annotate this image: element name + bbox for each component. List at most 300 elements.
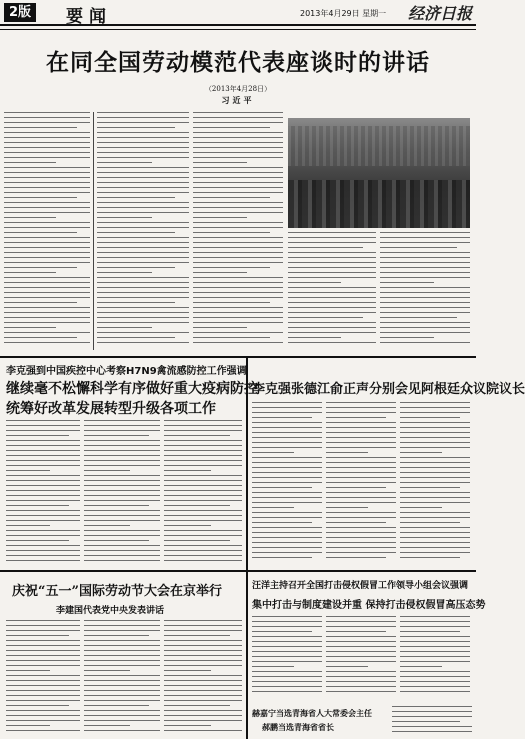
- story-4-body-col-1: [252, 616, 322, 700]
- body-text-line: [4, 247, 90, 248]
- body-text-line: [4, 217, 56, 218]
- body-text-line: [380, 302, 470, 303]
- body-text-line: [288, 252, 376, 253]
- body-text-line: [392, 731, 472, 732]
- story-4-kicker: 汪洋主持召开全国打击侵权假冒工作领导小组会议强调: [252, 581, 469, 591]
- body-text-line: [164, 665, 242, 666]
- body-text-line: [288, 282, 341, 283]
- body-text-line: [84, 715, 160, 716]
- body-text-line: [380, 262, 470, 263]
- story-2-body-col-3: [400, 402, 470, 566]
- masthead-rule: [0, 29, 476, 30]
- body-text-line: [326, 487, 386, 488]
- body-text-line: [400, 477, 470, 478]
- body-text-line: [6, 505, 69, 506]
- body-text-line: [288, 332, 376, 333]
- body-text-line: [164, 455, 242, 456]
- body-text-line: [164, 650, 242, 651]
- body-text-line: [6, 480, 80, 481]
- body-text-line: [164, 460, 242, 461]
- body-text-line: [4, 242, 90, 243]
- body-text-line: [400, 671, 470, 672]
- body-text-line: [400, 422, 470, 423]
- body-text-line: [252, 482, 322, 483]
- body-text-line: [4, 327, 56, 328]
- body-text-line: [4, 337, 77, 338]
- body-text-line: [326, 537, 396, 538]
- body-text-line: [400, 542, 470, 543]
- body-text-line: [6, 620, 80, 621]
- body-text-line: [400, 482, 470, 483]
- body-text-line: [84, 695, 160, 696]
- body-text-line: [326, 427, 396, 428]
- body-text-line: [193, 187, 283, 188]
- body-text-line: [84, 635, 149, 636]
- body-text-line: [193, 262, 283, 263]
- body-text-line: [84, 620, 160, 621]
- body-text-line: [400, 686, 470, 687]
- body-text-line: [288, 292, 376, 293]
- body-text-line: [4, 197, 77, 198]
- body-text-line: [84, 660, 160, 661]
- body-text-line: [4, 137, 90, 138]
- body-text-line: [4, 302, 77, 303]
- story-3-subhead: 李建国代表党中央发表讲话: [56, 606, 165, 616]
- body-text-line: [380, 252, 470, 253]
- body-text-line: [252, 547, 322, 548]
- body-text-line: [4, 317, 90, 318]
- story-1-headline-line-2: 统筹好改革发展转型升级各项工作: [6, 401, 216, 417]
- body-text-line: [326, 417, 386, 418]
- body-text-line: [326, 522, 386, 523]
- body-text-line: [97, 147, 189, 148]
- body-text-line: [164, 495, 242, 496]
- body-text-line: [288, 342, 376, 343]
- body-text-line: [6, 730, 80, 731]
- body-text-line: [380, 242, 470, 243]
- body-text-line: [4, 252, 90, 253]
- body-text-line: [97, 177, 189, 178]
- body-text-line: [400, 656, 470, 657]
- body-text-line: [4, 282, 90, 283]
- body-text-line: [252, 537, 322, 538]
- body-text-line: [288, 287, 376, 288]
- body-text-line: [400, 646, 470, 647]
- body-text-line: [400, 532, 470, 533]
- body-text-line: [380, 282, 434, 283]
- body-text-line: [252, 432, 322, 433]
- body-text-line: [84, 545, 160, 546]
- body-text-line: [400, 631, 460, 632]
- body-text-line: [6, 685, 80, 686]
- body-text-line: [326, 412, 396, 413]
- body-text-line: [164, 550, 242, 551]
- body-text-line: [4, 307, 90, 308]
- story-4-headline: 集中打击与制度建设并重 保持打击侵权假冒高压态势: [252, 600, 486, 611]
- body-text-line: [326, 457, 396, 458]
- body-text-line: [164, 490, 242, 491]
- body-text-line: [6, 675, 80, 676]
- lead-body-col-1: [4, 112, 90, 350]
- body-text-line: [326, 681, 396, 682]
- body-text-line: [164, 515, 242, 516]
- body-text-line: [84, 685, 160, 686]
- body-text-line: [400, 432, 470, 433]
- body-text-line: [326, 462, 396, 463]
- body-text-line: [6, 420, 80, 421]
- lead-body-col-4: [288, 232, 376, 350]
- body-text-line: [97, 277, 189, 278]
- body-text-line: [252, 552, 322, 553]
- body-text-line: [252, 497, 322, 498]
- body-text-line: [380, 297, 470, 298]
- body-text-line: [380, 257, 470, 258]
- body-text-line: [288, 307, 376, 308]
- body-text-line: [193, 117, 283, 118]
- body-text-line: [288, 247, 363, 248]
- body-text-line: [84, 690, 160, 691]
- body-text-line: [6, 485, 80, 486]
- body-text-line: [380, 232, 470, 233]
- body-text-line: [84, 670, 130, 671]
- body-text-line: [97, 292, 189, 293]
- body-text-line: [84, 495, 160, 496]
- body-text-line: [97, 117, 189, 118]
- body-text-line: [326, 467, 396, 468]
- body-text-line: [164, 645, 242, 646]
- body-text-line: [193, 192, 283, 193]
- body-text-line: [84, 730, 160, 731]
- body-text-line: [193, 217, 247, 218]
- body-text-line: [326, 472, 396, 473]
- body-text-line: [380, 342, 470, 343]
- body-text-line: [326, 432, 396, 433]
- body-text-line: [193, 267, 270, 268]
- body-text-line: [400, 552, 470, 553]
- body-text-line: [193, 212, 283, 213]
- body-text-line: [97, 257, 189, 258]
- body-text-line: [84, 655, 160, 656]
- body-text-line: [252, 626, 322, 627]
- body-text-line: [193, 152, 283, 153]
- story-1-headline-line-1: 继续毫不松懈科学有序做好重大疫病防控: [6, 381, 258, 397]
- body-text-line: [400, 641, 470, 642]
- body-text-line: [164, 485, 242, 486]
- body-text-line: [84, 680, 160, 681]
- body-text-line: [4, 332, 90, 333]
- body-text-line: [4, 172, 90, 173]
- body-text-line: [252, 427, 322, 428]
- body-text-line: [400, 661, 470, 662]
- body-text-line: [400, 666, 442, 667]
- story-1-body-col-3: [164, 420, 242, 566]
- body-text-line: [4, 227, 90, 228]
- body-text-line: [84, 490, 160, 491]
- body-text-line: [288, 262, 376, 263]
- body-text-line: [84, 560, 160, 561]
- body-text-line: [400, 626, 470, 627]
- body-text-line: [252, 407, 322, 408]
- body-text-line: [326, 517, 396, 518]
- body-text-line: [6, 475, 80, 476]
- body-text-line: [252, 452, 294, 453]
- body-text-line: [84, 650, 160, 651]
- body-text-line: [6, 655, 80, 656]
- body-text-line: [252, 527, 322, 528]
- body-text-line: [164, 520, 242, 521]
- body-text-line: [252, 507, 294, 508]
- body-text-line: [326, 552, 396, 553]
- body-text-line: [4, 167, 90, 168]
- lead-body-col-2: [97, 112, 189, 350]
- body-text-line: [6, 450, 80, 451]
- body-text-line: [84, 450, 160, 451]
- body-text-line: [4, 192, 90, 193]
- body-text-line: [252, 422, 322, 423]
- body-text-line: [6, 700, 80, 701]
- body-text-line: [6, 645, 80, 646]
- body-text-line: [4, 342, 90, 343]
- body-text-line: [252, 621, 322, 622]
- body-text-line: [400, 407, 470, 408]
- body-text-line: [193, 112, 283, 113]
- body-text-line: [4, 122, 90, 123]
- body-text-line: [252, 517, 322, 518]
- body-text-line: [97, 132, 189, 133]
- story-3-headline: 庆祝“五一”国际劳动节大会在京举行: [12, 584, 222, 599]
- body-text-line: [164, 560, 242, 561]
- body-text-line: [84, 540, 149, 541]
- body-text-line: [288, 302, 376, 303]
- body-text-line: [252, 651, 322, 652]
- body-text-line: [193, 272, 247, 273]
- body-text-line: [97, 342, 189, 343]
- body-text-line: [326, 447, 396, 448]
- body-text-line: [4, 182, 90, 183]
- body-text-line: [164, 480, 242, 481]
- body-text-line: [84, 705, 149, 706]
- body-text-line: [4, 237, 90, 238]
- body-text-line: [6, 725, 50, 726]
- footer-brief-line-1: 赫嘉宁当选青海省人大常委会主任: [252, 708, 372, 718]
- body-text-line: [400, 437, 470, 438]
- body-text-line: [164, 630, 242, 631]
- body-text-line: [6, 455, 80, 456]
- body-text-line: [380, 292, 470, 293]
- body-text-line: [97, 157, 189, 158]
- body-text-line: [326, 656, 396, 657]
- body-text-line: [97, 307, 189, 308]
- body-text-line: [326, 686, 396, 687]
- body-text-line: [164, 730, 242, 731]
- body-text-line: [193, 157, 283, 158]
- body-text-line: [193, 132, 283, 133]
- body-text-line: [84, 475, 160, 476]
- body-text-line: [6, 525, 50, 526]
- body-text-line: [97, 167, 189, 168]
- body-text-line: [326, 492, 396, 493]
- body-text-line: [4, 277, 90, 278]
- body-text-line: [97, 232, 175, 233]
- body-text-line: [326, 422, 396, 423]
- body-text-line: [252, 666, 294, 667]
- body-text-line: [97, 272, 152, 273]
- body-text-line: [193, 147, 283, 148]
- body-text-line: [380, 307, 470, 308]
- story-3-body-col-3: [164, 620, 242, 736]
- body-text-line: [252, 656, 322, 657]
- story-2-body-col-2: [326, 402, 396, 566]
- body-text-line: [252, 557, 312, 558]
- body-text-line: [164, 500, 242, 501]
- body-text-line: [97, 322, 189, 323]
- body-text-line: [288, 312, 376, 313]
- body-text-line: [193, 317, 283, 318]
- body-text-line: [6, 510, 80, 511]
- body-text-line: [400, 616, 470, 617]
- body-text-line: [193, 322, 283, 323]
- body-text-line: [164, 710, 242, 711]
- body-text-line: [6, 680, 80, 681]
- body-text-line: [4, 292, 90, 293]
- body-text-line: [288, 317, 363, 318]
- body-text-line: [252, 616, 322, 617]
- body-text-line: [97, 287, 189, 288]
- body-text-line: [252, 636, 322, 637]
- body-text-line: [193, 337, 270, 338]
- body-text-line: [6, 690, 80, 691]
- body-text-line: [326, 616, 396, 617]
- body-text-line: [252, 686, 322, 687]
- body-text-line: [6, 705, 69, 706]
- body-text-line: [380, 237, 470, 238]
- lead-date-line: （2013年4月28日）: [204, 85, 272, 93]
- body-text-line: [4, 202, 90, 203]
- body-text-line: [97, 182, 189, 183]
- body-text-line: [252, 532, 322, 533]
- body-text-line: [97, 137, 189, 138]
- body-text-line: [252, 457, 322, 458]
- body-text-line: [326, 636, 396, 637]
- body-text-line: [164, 525, 211, 526]
- body-text-line: [288, 277, 376, 278]
- body-text-line: [84, 720, 160, 721]
- body-text-line: [252, 512, 322, 513]
- body-text-line: [4, 267, 77, 268]
- body-text-line: [193, 327, 247, 328]
- body-text-line: [400, 691, 470, 692]
- body-text-line: [6, 520, 80, 521]
- issue-date: 2013年4月29日 星期一: [300, 9, 387, 18]
- body-text-line: [84, 535, 160, 536]
- body-text-line: [288, 232, 376, 233]
- lead-headline: 在同全国劳动模范代表座谈时的讲话: [46, 49, 430, 76]
- body-text-line: [193, 307, 283, 308]
- body-text-line: [164, 540, 230, 541]
- body-text-line: [97, 302, 175, 303]
- body-text-line: [6, 465, 80, 466]
- body-text-line: [288, 272, 376, 273]
- body-text-line: [326, 557, 386, 558]
- body-text-line: [400, 557, 460, 558]
- body-text-line: [84, 520, 160, 521]
- body-text-line: [84, 510, 160, 511]
- body-text-line: [326, 532, 396, 533]
- body-text-line: [84, 430, 160, 431]
- body-text-line: [164, 545, 242, 546]
- body-text-line: [4, 147, 90, 148]
- body-text-line: [326, 542, 396, 543]
- body-text-line: [252, 487, 312, 488]
- body-text-line: [193, 287, 283, 288]
- body-text-line: [193, 282, 283, 283]
- body-text-line: [400, 681, 470, 682]
- body-text-line: [84, 505, 149, 506]
- body-text-line: [97, 267, 175, 268]
- body-text-line: [97, 112, 189, 113]
- body-text-line: [4, 262, 90, 263]
- body-text-line: [288, 327, 376, 328]
- body-text-line: [6, 535, 80, 536]
- body-text-line: [392, 716, 472, 717]
- body-text-line: [193, 207, 283, 208]
- body-text-line: [400, 537, 470, 538]
- body-text-line: [6, 435, 69, 436]
- body-text-line: [84, 425, 160, 426]
- body-text-line: [252, 671, 322, 672]
- body-text-line: [6, 515, 80, 516]
- body-text-line: [392, 721, 460, 722]
- body-text-line: [84, 480, 160, 481]
- body-text-line: [4, 177, 90, 178]
- body-text-line: [400, 512, 470, 513]
- body-text-line: [164, 700, 242, 701]
- body-text-line: [4, 297, 90, 298]
- body-text-line: [193, 202, 283, 203]
- body-text-line: [193, 232, 270, 233]
- body-text-line: [6, 665, 80, 666]
- body-text-line: [97, 227, 189, 228]
- body-text-line: [97, 197, 175, 198]
- footer-brief-body: [392, 706, 472, 736]
- body-text-line: [4, 232, 77, 233]
- body-text-line: [84, 555, 160, 556]
- body-text-line: [252, 522, 312, 523]
- body-text-line: [4, 287, 90, 288]
- body-text-line: [6, 495, 80, 496]
- body-text-line: [164, 440, 242, 441]
- body-text-line: [400, 402, 470, 403]
- body-text-line: [193, 127, 270, 128]
- body-text-line: [84, 455, 160, 456]
- body-text-line: [6, 530, 80, 531]
- body-text-line: [164, 635, 230, 636]
- body-text-line: [6, 500, 80, 501]
- body-text-line: [164, 510, 242, 511]
- body-text-line: [6, 635, 69, 636]
- body-text-line: [392, 726, 472, 727]
- body-text-line: [97, 312, 189, 313]
- body-text-line: [6, 660, 80, 661]
- body-text-line: [326, 507, 368, 508]
- body-text-line: [252, 477, 322, 478]
- body-text-line: [252, 492, 322, 493]
- body-text-line: [252, 442, 322, 443]
- body-text-line: [97, 212, 189, 213]
- body-text-line: [164, 705, 230, 706]
- body-text-line: [97, 192, 189, 193]
- body-text-line: [193, 182, 283, 183]
